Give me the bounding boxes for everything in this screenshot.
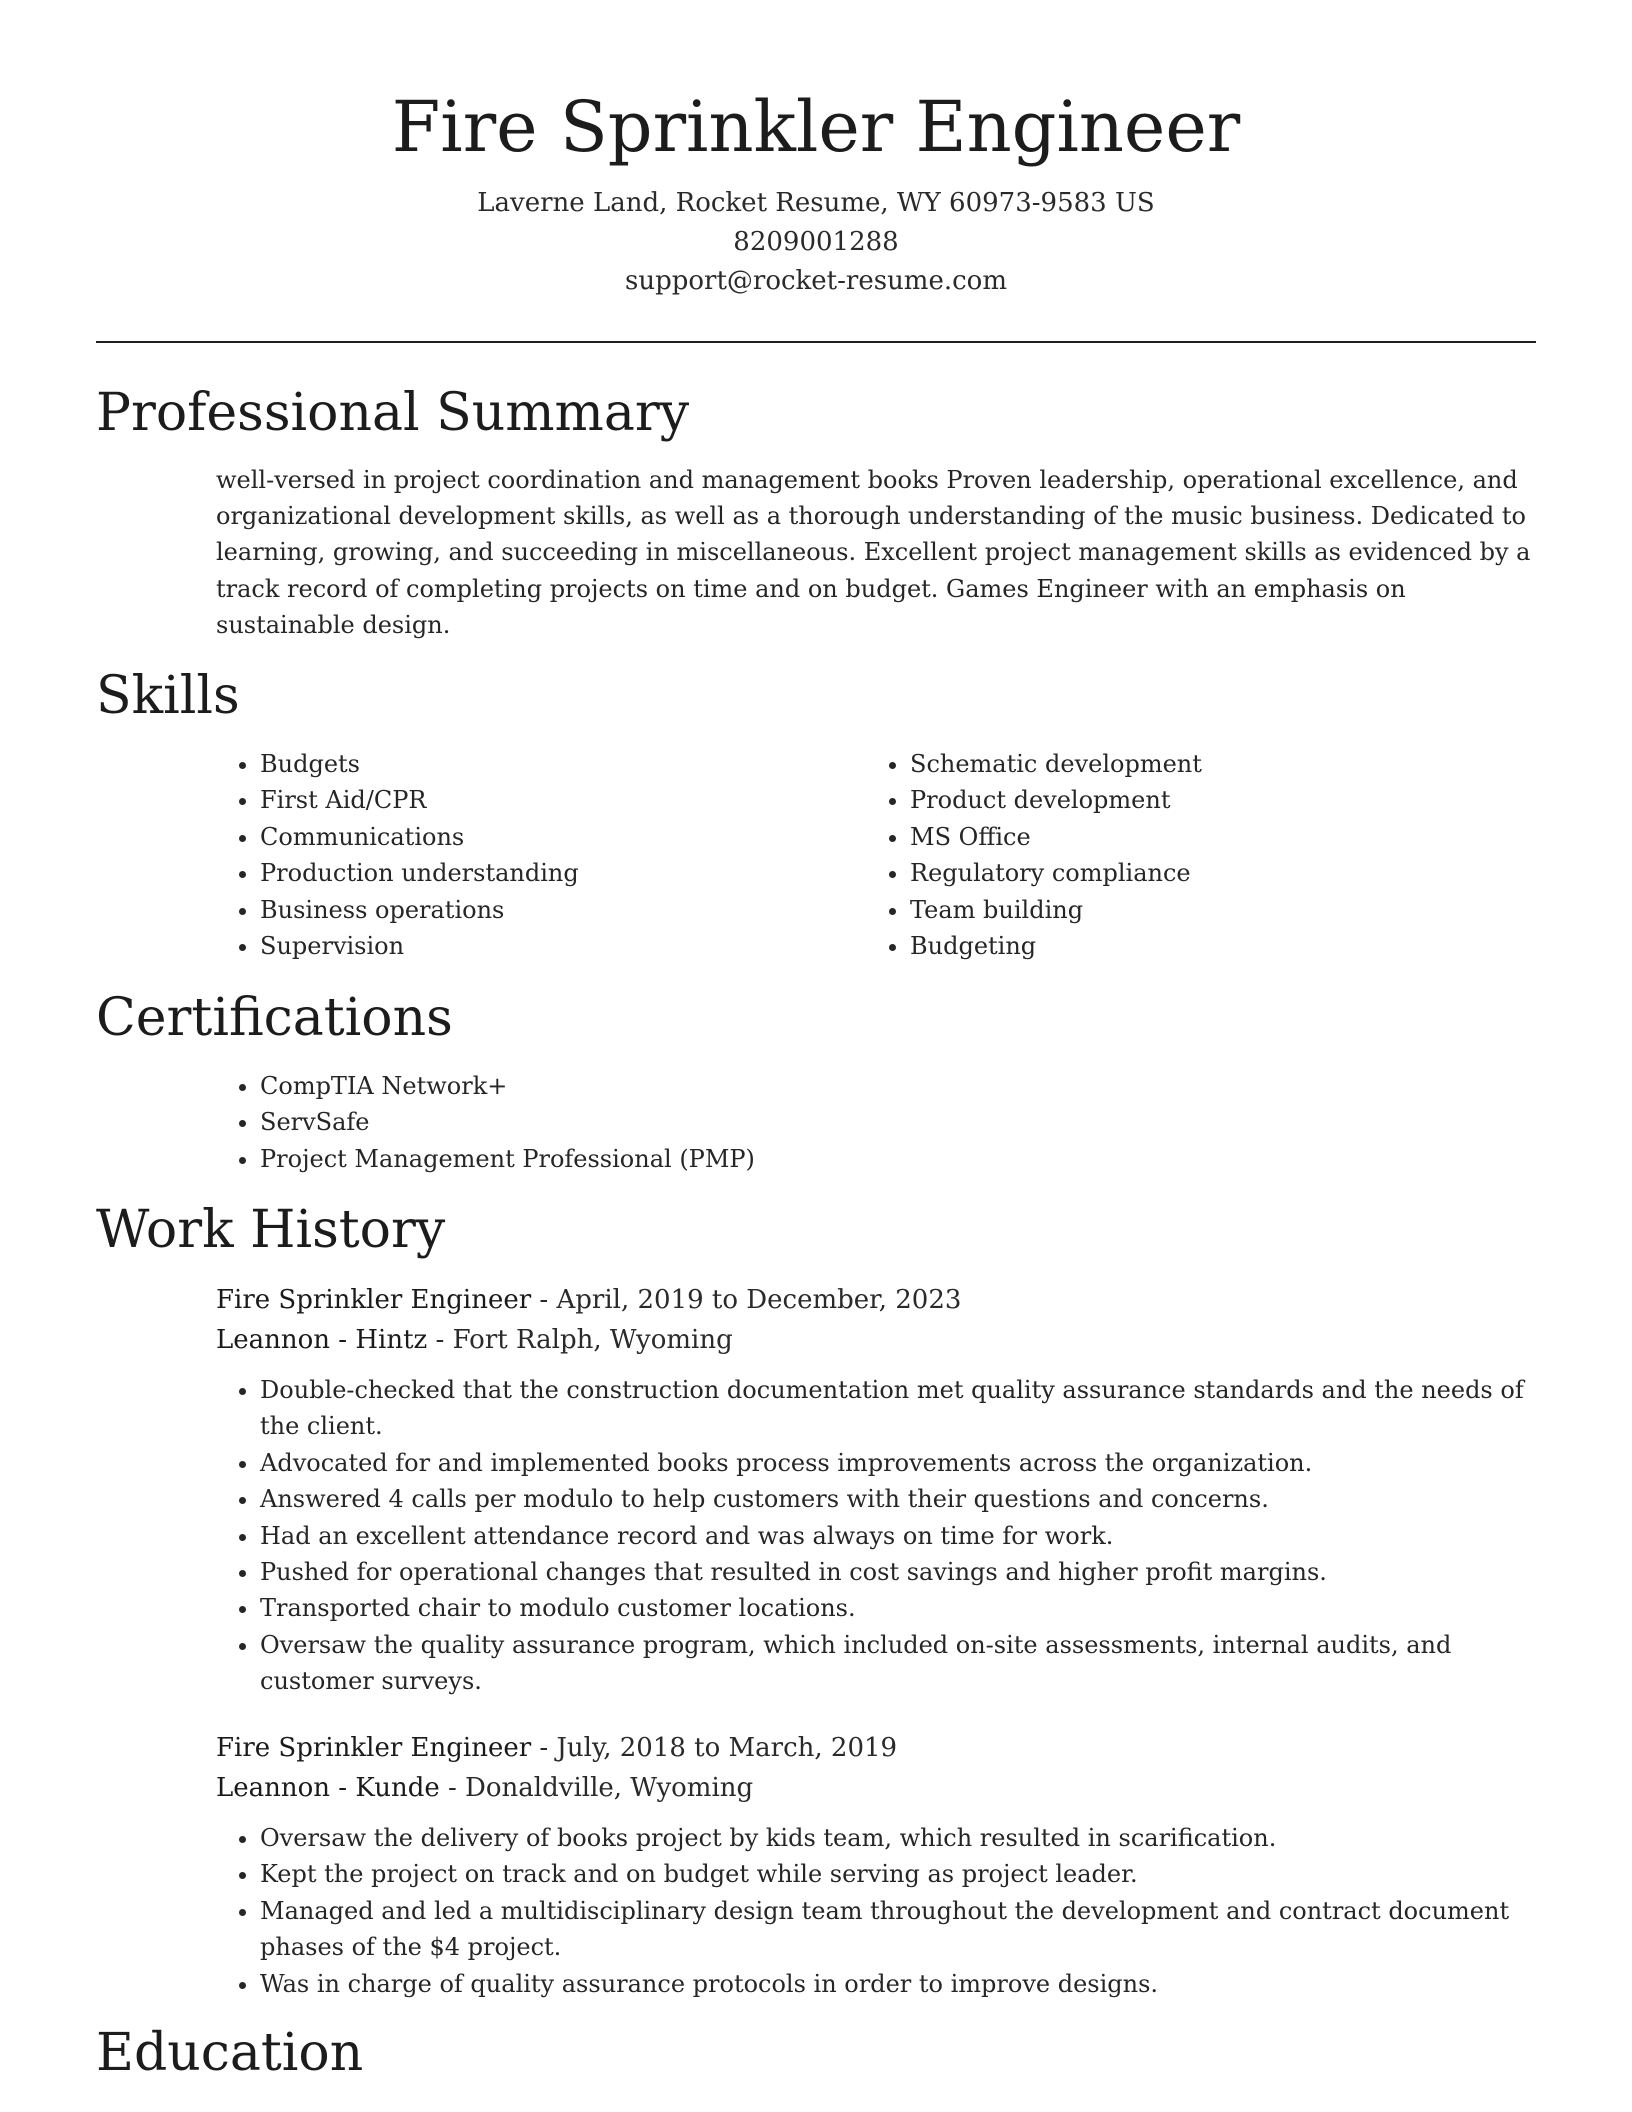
job-company: Leannon - Kunde — [216, 1773, 440, 1803]
job-duty: • Kept the project on track and on budget while serving as project leader. — [260, 1856, 1536, 1892]
skill-item: • First Aid/CPR — [260, 782, 836, 818]
skill-item: • Schematic development — [910, 746, 1486, 782]
job-duty: • Pushed for operational changes that resulted in cost savings and higher profit margins. — [260, 1554, 1536, 1590]
job-duty: • Answered 4 calls per modulo to help customers with their questions and concerns. — [260, 1481, 1536, 1517]
skill-item: • Business operations — [260, 892, 836, 928]
job-duty: • Double-checked that the construction documentation met quality assurance standards and the needs of the client. — [260, 1372, 1536, 1445]
section-title-summary: Professional Summary — [96, 383, 690, 443]
skill-item: • Regulatory compliance — [910, 855, 1486, 891]
skill-item: • Budgeting — [910, 928, 1486, 964]
section-title-skills: Skills — [96, 666, 240, 726]
resume-header — [96, 82, 1536, 301]
job-duty: • Oversaw the delivery of books project by kids team, which resulted in scarification. — [260, 1820, 1536, 1856]
job-duty: • Had an excellent attendance record and was always on time for work. — [260, 1518, 1536, 1554]
section-title-certifications: Certifications — [96, 988, 453, 1048]
skill-item: • Budgets — [260, 746, 836, 782]
job-entry — [216, 1280, 1536, 1700]
certification-item: • Project Management Professional (PMP) — [260, 1141, 1536, 1177]
job-location: - Fort Ralph, Wyoming — [427, 1325, 733, 1355]
skills-column-left — [216, 746, 836, 964]
skills-list-right — [866, 746, 1486, 964]
skill-item: • Product development — [910, 782, 1486, 818]
job-duties — [216, 1372, 1536, 1700]
job-location: - Donaldville, Wyoming — [439, 1773, 754, 1803]
job-duty: • Transported chair to modulo customer locations. — [260, 1590, 1536, 1626]
contact-email: support@rocket-resume.com — [624, 266, 1007, 296]
job-title: Fire Sprinkler Engineer — [216, 1285, 532, 1315]
certifications-list — [216, 1068, 1536, 1177]
certifications — [216, 1068, 1536, 1177]
job-company: Leannon - Hintz — [216, 1325, 428, 1355]
contact-phone: 8209001288 — [733, 227, 899, 257]
contact-address: Laverne Land, Rocket Resume, WY 60973-9583 US — [477, 188, 1155, 218]
candidate-name: Fire Sprinkler Engineer — [391, 86, 1241, 168]
section-title-work-history: Work History — [96, 1200, 446, 1260]
certification-item: • CompTIA Network+ — [260, 1068, 1536, 1104]
job-duty: • Managed and led a multidisciplinary design team throughout the development and contract document phases of the $4 project. — [260, 1893, 1536, 1966]
summary-text: well-versed in project coordination and management books Proven leadership, operational excellence, and organizational development skills, as well as a thorough understanding of the music business. Dedicated to learning, growing, and succeeding in miscellaneous. Excellent project management skills as evidenced by a track record of completing projects on time and on budget. Games Engineer with an emphasis on sustainable design. — [216, 466, 1531, 639]
skill-item: • Team building — [910, 892, 1486, 928]
contact-block — [96, 184, 1536, 301]
job-title-line — [216, 1280, 1536, 1320]
job-dates: - July, 2018 to March, 2019 — [531, 1733, 898, 1763]
skill-item: • Supervision — [260, 928, 836, 964]
header-divider — [96, 341, 1536, 343]
skill-item: • MS Office — [910, 819, 1486, 855]
skill-item: • Production understanding — [260, 855, 836, 891]
job-title: Fire Sprinkler Engineer — [216, 1733, 532, 1763]
section-title-education: Education — [96, 2023, 364, 2083]
job-company-line — [216, 1320, 1536, 1360]
skills-list-left — [216, 746, 836, 964]
certification-item: • ServSafe — [260, 1104, 1536, 1140]
job-dates: - April, 2019 to December, 2023 — [531, 1285, 962, 1315]
skill-item: • Communications — [260, 819, 836, 855]
job-duties — [216, 1820, 1536, 2002]
job-company-line — [216, 1768, 1536, 1808]
job-duty: • Was in charge of quality assurance protocols in order to improve designs. — [260, 1966, 1536, 2002]
skills-column-right — [866, 746, 1486, 964]
job-duty: • Advocated for and implemented books process improvements across the organization. — [260, 1445, 1536, 1481]
job-entry — [216, 1728, 1536, 2002]
job-title-line — [216, 1728, 1536, 1768]
job-duty: • Oversaw the quality assurance program, which included on-site assessments, internal audits, and customer surveys. — [260, 1627, 1536, 1700]
